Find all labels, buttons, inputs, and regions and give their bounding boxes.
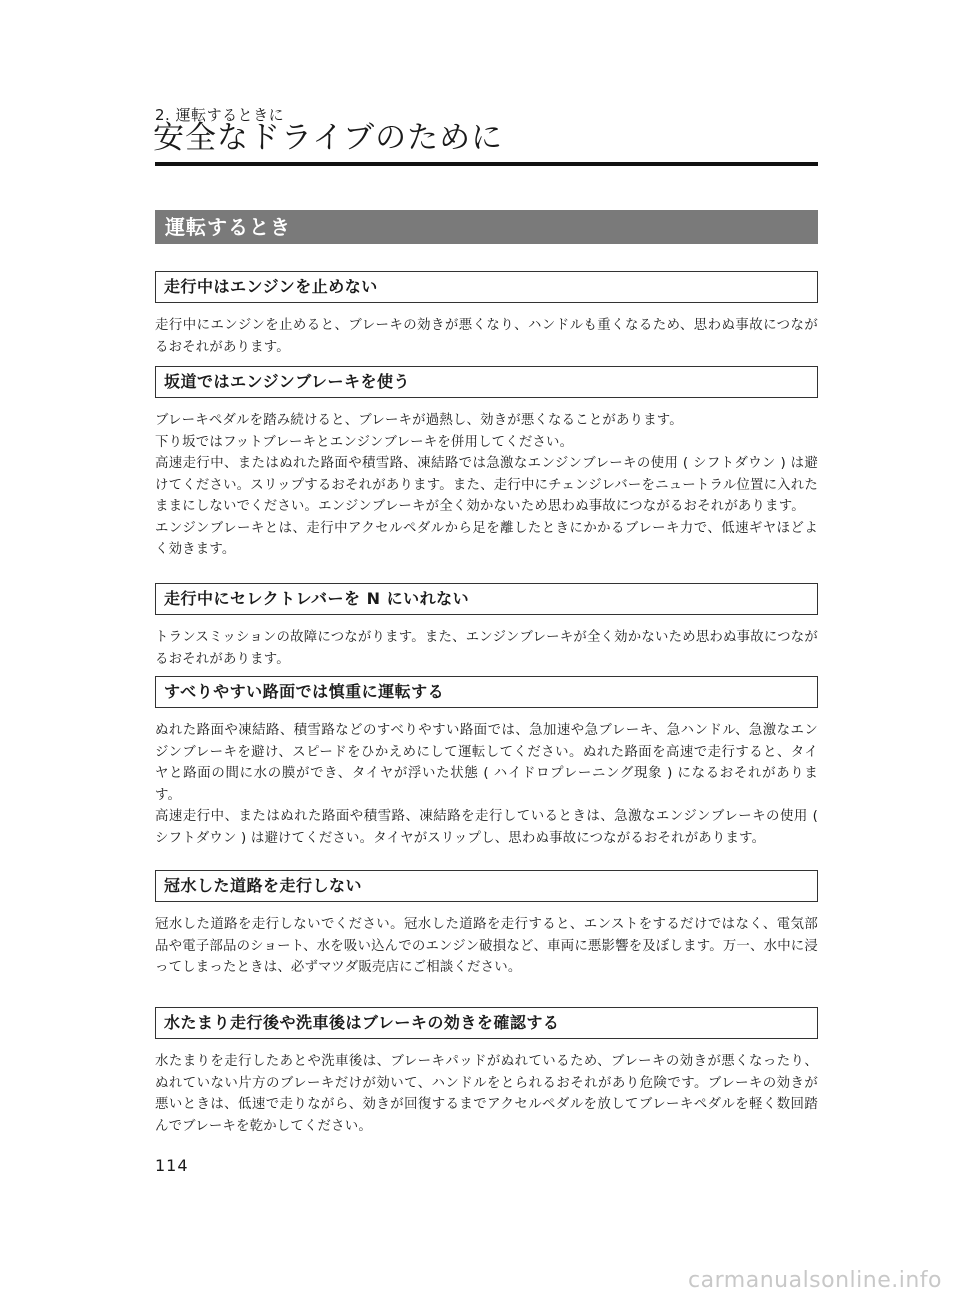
topic-body	[155, 315, 818, 358]
topic-engine-stop	[155, 271, 818, 358]
paragraph: エンジンブレーキとは、走行中アクセルペダルから足を離したときにかかるブレーキ力で、低速ギヤほどよく効きます。	[155, 520, 818, 557]
topic-body	[155, 627, 818, 670]
page-title: 安全なドライブのために	[153, 120, 504, 156]
paragraph: ぬれた路面や凍結路、積雪路などのすべりやすい路面では、急加速や急ブレーキ、急ハンドル、急激なエンジンブレーキを避け、スピードをひかえめにして運転してください。ぬれた路面を高速で走行すると、タイヤと路面の間に水の膜ができ、タイヤが浮いた状態 ( ハイドロプレーニング現象 ) になるおそれがあります。	[155, 723, 818, 803]
chapter-subtitle: 2. 運転するときに	[155, 106, 285, 124]
topic-heading: 走行中はエンジンを止めない	[155, 271, 818, 303]
topic-slippery-road	[155, 676, 818, 849]
topic-body	[155, 1051, 818, 1137]
topic-flooded-road	[155, 870, 818, 979]
topic-select-lever	[155, 583, 818, 670]
title-rule	[155, 162, 818, 166]
topic-body	[155, 720, 818, 849]
paragraph: トランスミッションの故障につながります。また、エンジンブレーキが全く効かないため思わぬ事故につながるおそれがあります。	[155, 630, 818, 667]
paragraph: ブレーキペダルを踏み続けると、ブレーキが過熱し、効きが悪くなることがあります。	[155, 413, 683, 428]
paragraph: 高速走行中、またはぬれた路面や積雪路、凍結路では急激なエンジンブレーキの使用 ( シフトダウン ) は避けてください。スリップするおそれがあります。また、走行中にチェンジレバーをニュートラル位置に入れたままにしないでください。エンジンブレーキが全く効かないため思わぬ事故につながるおそれがあります。	[155, 456, 818, 514]
topic-engine-brake	[155, 366, 818, 561]
topic-heading: すべりやすい路面では慎重に運転する	[155, 676, 818, 708]
topic-heading: 冠水した道路を走行しない	[155, 870, 818, 902]
page-number: 114	[155, 1156, 189, 1175]
topic-body	[155, 914, 818, 979]
topic-brake-check	[155, 1007, 818, 1137]
paragraph: 下り坂ではフットブレーキとエンジンブレーキを併用してください。	[155, 434, 574, 450]
paragraph: 水たまりを走行したあとや洗車後は、ブレーキパッドがぬれているため、ブレーキの効きが悪くなったり、ぬれていない片方のブレーキだけが効いて、ハンドルをとられるおそれがあり危険です。ブレーキの効きが悪いときは、低速で走りながら、効きが回復するまでアクセルペダルを放してブレーキペダルを軽く数回踏んでブレーキを乾かしてください。	[155, 1054, 818, 1134]
paragraph: 走行中にエンジンを止めると、ブレーキの効きが悪くなり、ハンドルも重くなるため、思わぬ事故につながるおそれがあります。	[155, 318, 818, 355]
paragraph: 高速走行中、またはぬれた路面や積雪路、凍結路を走行しているときは、急激なエンジンブレーキの使用 ( シフトダウン ) は避けてください。タイヤがスリップし、思わぬ事故につながるおそれがあります。	[155, 809, 818, 846]
topic-heading: 水たまり走行後や洗車後はブレーキの効きを確認する	[155, 1007, 818, 1039]
paragraph: 冠水した道路を走行しないでください。冠水した道路を走行すると、エンストをするだけではなく、電気部品や電子部品のショート、水を吸い込んでのエンジン破損など、車両に悪影響を及ぼします。万一、水中に浸ってしまったときは、必ずマツダ販売店にご相談ください。	[155, 917, 818, 975]
section-title-bar: 運転するとき	[155, 210, 818, 244]
watermark: carmanualsonline.info	[688, 1268, 942, 1293]
topic-heading: 坂道ではエンジンブレーキを使う	[155, 366, 818, 398]
topic-body	[155, 410, 818, 561]
topic-heading: 走行中にセレクトレバーを N にいれない	[155, 583, 818, 615]
